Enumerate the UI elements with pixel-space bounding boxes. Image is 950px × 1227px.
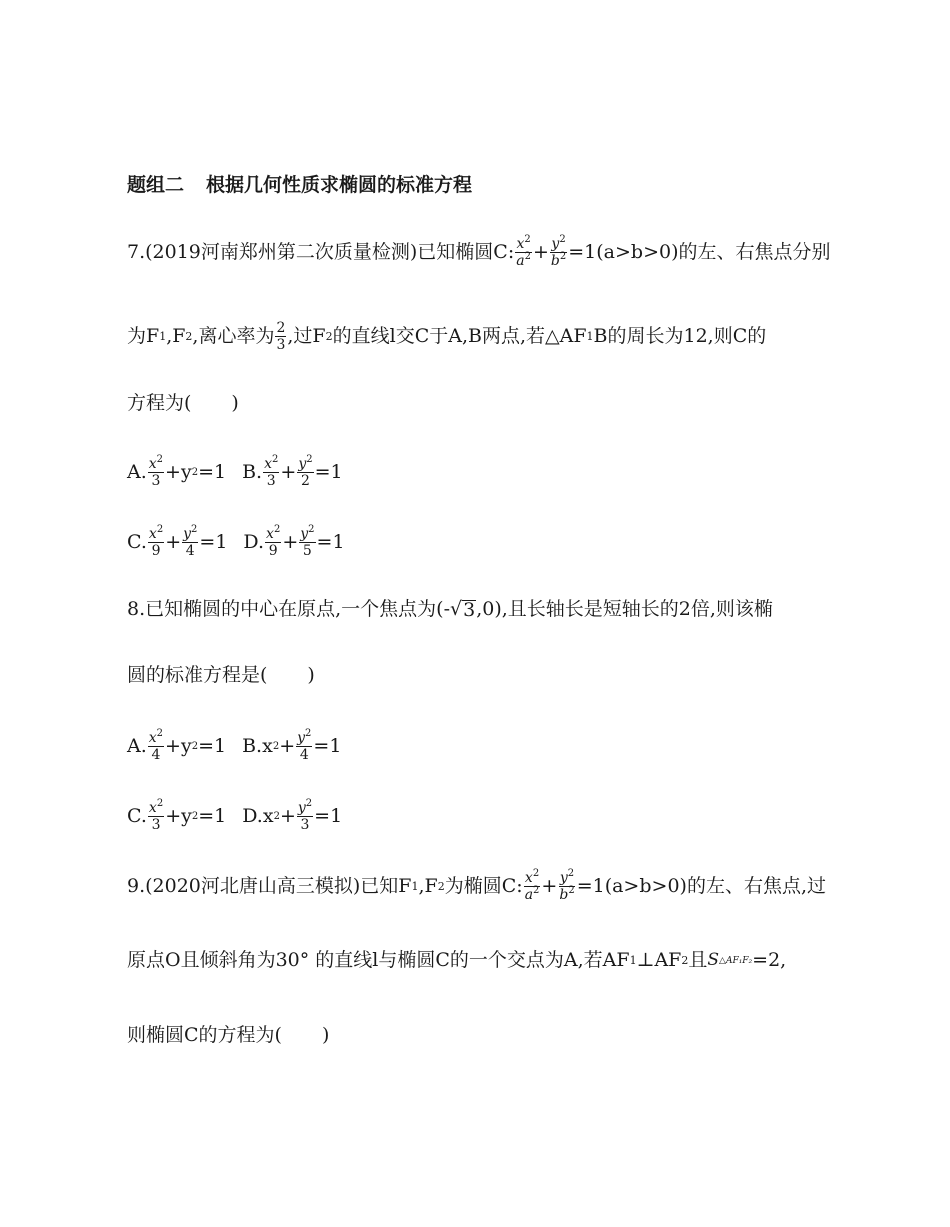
q8-options-cd: C. $\frac{x^2}{3}$ +y 2 =1 D. x 2 + $\frac{y^2}{3}$ =1 (127, 798, 343, 833)
q9-line3: 则椭圆C的方程为( ) (127, 1024, 330, 1046)
q7-line1: 7.(2019河南郑州第二次质量检测)已知椭圆C: $\frac{x^2}{a^2}$ + $\frac{y^2}{b^2}$ =1(a>b>0)的左、右焦点分别 (127, 234, 831, 269)
heading-title: 根据几何性质求椭圆的标准方程 (206, 174, 473, 196)
q7-options-cd: C. $\frac{x^2}{9}$ + $\frac{y^2}{4}$ =1 D. $\frac{x^2}{9}$ + $\frac{y^2}{5}$ =1 (127, 524, 345, 559)
option-label: A. (127, 735, 147, 757)
option-label: D. (242, 805, 263, 827)
area-symbol: S (707, 950, 720, 970)
q8-line2: 圆的标准方程是( ) (127, 664, 315, 686)
q8-options-ab: A. $\frac{x^2}{4}$ +y 2 =1 B. x 2 + $\frac{y^2}{4}$ =1 (127, 728, 342, 763)
q7-text: 7.(2019河南郑州第二次质量检测)已知椭圆C: (127, 241, 515, 263)
radical-sqrt3: √ 3 (450, 598, 476, 621)
option-label: B. (242, 735, 263, 757)
q9-line2: 原点O且倾斜角为30° 的直线l与椭圆C的一个交点为A,若AF 1 ⊥AF 2 且 S △AF₁F₂ =2, (127, 949, 787, 971)
fraction-x2-a2: $\frac{x^2}{a^2}$ (516, 234, 531, 269)
fraction-y2-b2: $\frac{y^2}{b^2}$ (550, 234, 567, 269)
q9-line1: 9.(2020河北唐山高三模拟)已知F 1 ,F 2 为椭圆C: $\frac{x^2}{a^2}$ + $\frac{y^2}{b^2}$ =1(a>b>0)的左、右焦点,过 (127, 868, 826, 903)
q7-line3: 方程为( ) (127, 392, 239, 414)
heading-group: 题组二 (127, 174, 185, 196)
option-label: A. (127, 461, 147, 483)
q7-line2: 为F 1 ,F 2 ,离心率为 $\frac{2}{3}$ ,过F 2 的直线l交C于A,B两点,若△AF 1 B的周长为12,则C的 (127, 320, 767, 353)
option-label: D. (243, 531, 265, 553)
option-label: B. (242, 461, 263, 483)
section-heading (127, 176, 472, 195)
q7-options-ab: A. $\frac{x^2}{3}$ +y 2 =1 B. $\frac{x^2}{3}$ + $\frac{y^2}{2}$ =1 (127, 454, 343, 489)
option-label: C. (127, 531, 147, 553)
option-label: C. (127, 805, 147, 827)
fraction-eccentricity: $\frac{2}{3}$ (276, 320, 286, 353)
q8-line1: 8.已知椭圆的中心在原点,一个焦点为(- √ 3 ,0),且长轴长是短轴长的2倍,则该椭 (127, 598, 773, 621)
